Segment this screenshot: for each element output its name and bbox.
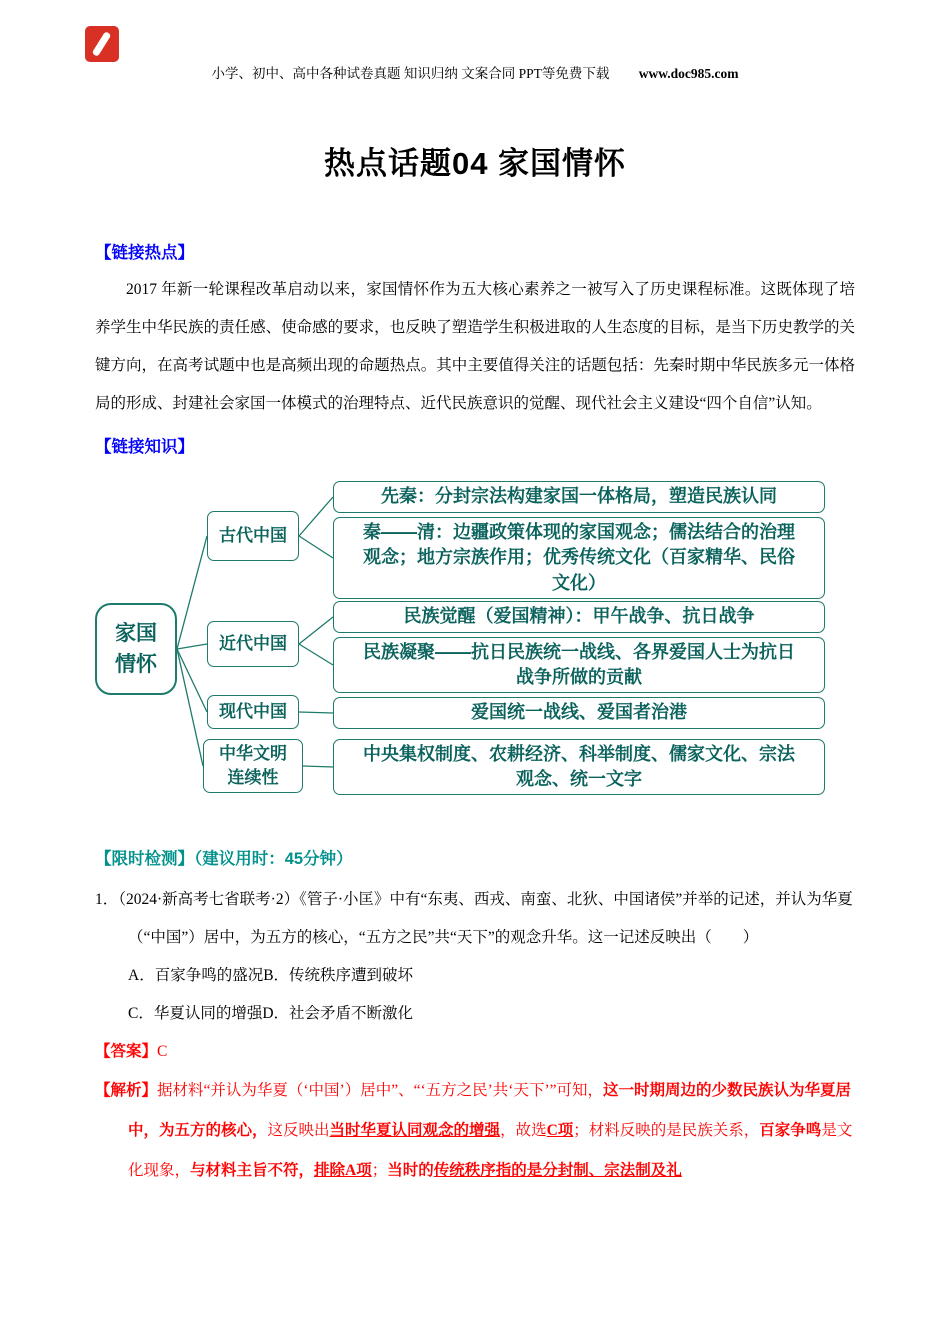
option-row-2 (128, 995, 855, 1033)
mindmap-branch-ancient-china: 古代中国 (207, 511, 299, 561)
analysis-segment: 是文化现象， (128, 1122, 853, 1179)
analysis-segment: 据材料“并认为华夏（‘中国’）居中”、“‘五方之民’共‘天下’”可知， (157, 1082, 604, 1099)
mindmap-leaf-patriotic-front: 爱国统一战线、爱国者治港 (333, 697, 825, 729)
section-timed-test-label (95, 845, 855, 869)
analysis-segment: 认为华夏居中， (128, 1082, 852, 1139)
analysis-label: 【解析】 (95, 1082, 158, 1099)
mindmap-root-node: 家国情怀 (95, 603, 177, 695)
analysis-segment: 与材料主旨不符， (190, 1162, 315, 1179)
analysis-segment: ，故选 (500, 1122, 547, 1139)
question-stem (95, 881, 855, 957)
mindmap-leaf-civilization-features: 中央集权制度、农耕经济、科举制度、儒家文化、宗法观念、统一文字 (333, 739, 825, 795)
analysis-segment: ； (371, 1162, 388, 1179)
answer-line (95, 1033, 855, 1071)
analysis-segment: 当时的 (387, 1162, 434, 1179)
mindmap-diagram (95, 475, 855, 817)
analysis-segment: 传统秩序 (433, 1162, 496, 1179)
analysis-segment: 为五方的核心， (159, 1122, 268, 1139)
mindmap-leaf-national-awakening: 民族觉醒（爱国精神）：甲午战争、抗日战争 (333, 601, 825, 633)
mindmap-leaf-pre-qin: 先秦：分封宗法构建家国一体格局，塑造民族认同 (333, 481, 825, 513)
timed-test-label-text: 【限时检测】 (95, 850, 194, 868)
section-knowledge-label: 【链接知识】 (95, 438, 194, 456)
question-stem-text: （2024·新高考七省联考·2）《管子·小匡》中有“东夷、西戎、南蛮、北狄、中国诸侯”并举的记述，并认为华夏（“中国”）居中，为五方的核心，“五方之民”共“天下”的观念升华。这一记述反映出（ ） (118, 891, 853, 946)
option-row-1 (128, 957, 855, 995)
analysis-segment: ；材料反映的是民族关系， (573, 1122, 760, 1139)
analysis-segment: 排除A项 (314, 1162, 372, 1179)
option-c: C．华夏认同的增强 (128, 1005, 263, 1022)
header-promo-text: 小学、初中、高中各种试卷真题 知识归纳 文案合同 PPT等免费下载 (211, 66, 610, 81)
section-hot-link-label: 【链接热点】 (95, 244, 194, 262)
mindmap-branch-modern-china: 近代中国 (207, 621, 299, 667)
answer-value: C (157, 1043, 168, 1060)
option-a: A．百家争鸣的盛况 (128, 967, 264, 984)
analysis-segment: 百家争鸣 (759, 1122, 822, 1139)
question-number: 1． (95, 891, 119, 908)
analysis-segment: C项 (546, 1122, 574, 1139)
option-b: B．传统秩序遭到破坏 (263, 967, 414, 984)
mindmap-leaf-qin-to-qing: 秦——清：边疆政策体现的家国观念；儒法结合的治理观念；地方宗族作用；优秀传统文化（百家精华、民俗文化） (333, 517, 825, 599)
analysis-segment: 这一时期周边的少数民族 (603, 1082, 774, 1099)
timed-test-time-note: （建议用时：45分钟） (194, 850, 353, 868)
mindmap-leaf-national-cohesion: 民族凝聚——抗日民族统一战线、各界爱国人士为抗日战争所做的贡献 (333, 637, 825, 693)
site-url-link[interactable]: www.doc985.com (638, 66, 739, 81)
site-logo-icon (85, 26, 119, 62)
answer-label: 【答案】 (95, 1043, 158, 1060)
option-d: D．社会矛盾不断激化 (262, 1005, 414, 1022)
page-title: 热点话题04 家国情怀 (323, 146, 627, 181)
site-header (95, 0, 855, 82)
question-1-block (95, 881, 855, 1191)
analysis-segment: 这反映出 (267, 1122, 330, 1139)
analysis-segment: 当时华夏认同观念的增强 (329, 1122, 501, 1139)
analysis-segment: 指的是分封制、宗法制及礼 (495, 1162, 682, 1179)
analysis-text (128, 1082, 852, 1179)
mindmap-branch-contemporary-china: 现代中国 (207, 695, 299, 729)
mindmap-branch-civilization-continuity: 中华文明连续性 (203, 739, 303, 793)
question-options (95, 957, 855, 1033)
hot-link-paragraph: 2017 年新一轮课程改革启动以来，家国情怀作为五大核心素养之一被写入了历史课程标准。这既体现了培养学生中华民族的责任感、使命感的要求，也反映了塑造学生积极进取的人生态度的目标，是当下历史教学的关键方向，在高考试题中也是高频出现的命题热点。其中主要值得关注的话题包括：先秦时期中华民族多元一体格局的形成、封建社会家国一体模式的治理特点、近代民族意识的觉醒、现代社会主义建设“四个自信”认知。 (95, 281, 855, 412)
analysis-paragraph (95, 1071, 855, 1191)
